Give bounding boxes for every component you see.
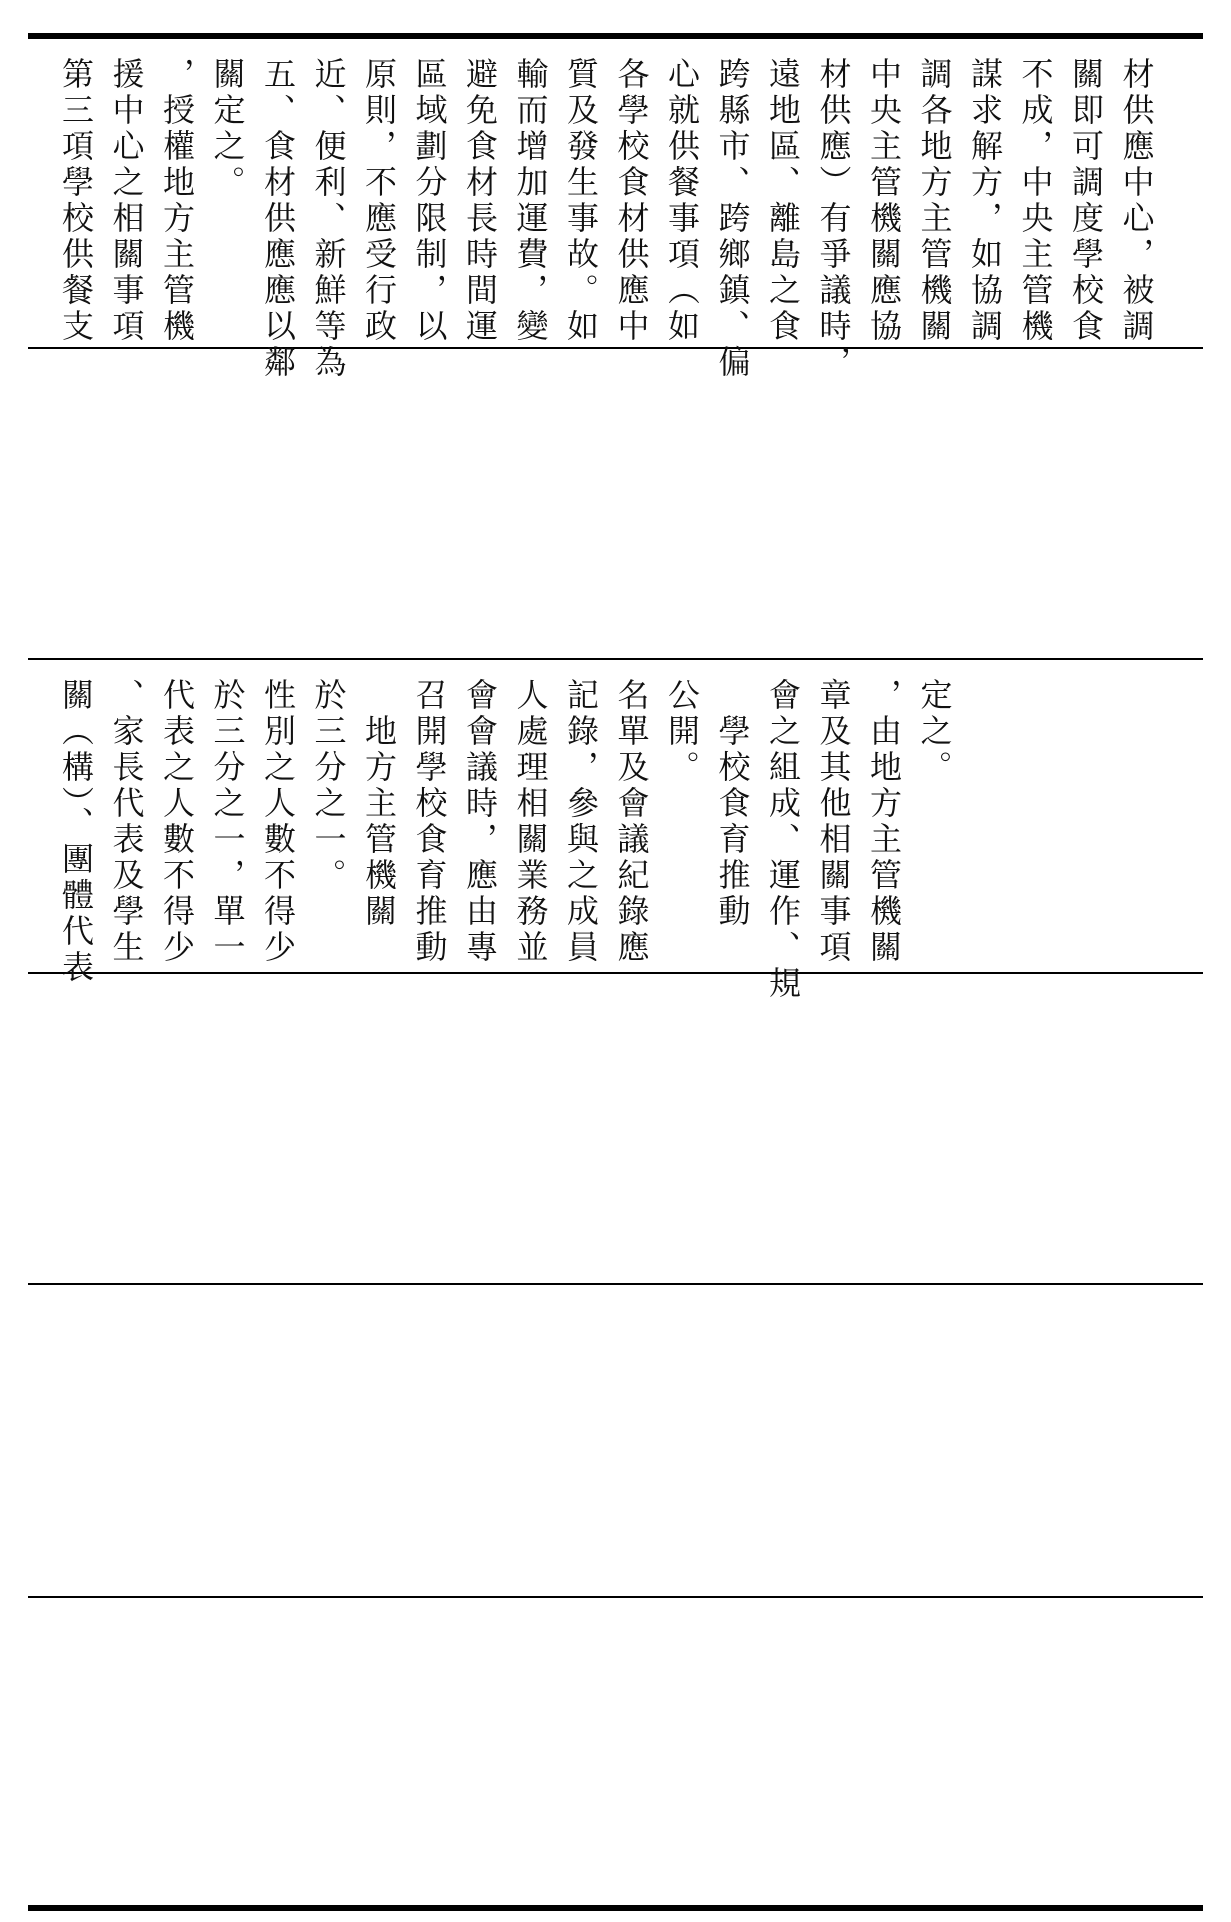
text-column: 於三分之一。 bbox=[309, 678, 348, 894]
text-cell-a bbox=[28, 39, 1203, 381]
text-column: 援中心之相關事項 bbox=[107, 57, 146, 345]
text-column: 不成，中央主管機 bbox=[1016, 57, 1055, 345]
text-column: 地方主管機關 bbox=[360, 678, 398, 930]
text-column: 遠地區、離島之食 bbox=[764, 57, 802, 345]
text-column: 會會議時，應由專 bbox=[461, 678, 499, 966]
text-column: 材供應）有爭議時， bbox=[814, 57, 853, 381]
text-column: 名單及會議紀錄應 bbox=[612, 678, 651, 966]
empty-cell-b bbox=[28, 349, 1203, 658]
text-column: 各學校食材供應中 bbox=[612, 57, 651, 345]
text-column: 關即可調度學校食 bbox=[1067, 57, 1105, 345]
text-column: 五、食材供應應以鄰 bbox=[259, 57, 297, 381]
text-column: 原則，不應受行政 bbox=[360, 57, 398, 345]
text-column: 中央主管機關應協 bbox=[865, 57, 903, 345]
text-column: 召開學校食育推動 bbox=[410, 678, 449, 966]
text-column: 會之組成、運作、規 bbox=[764, 678, 802, 1002]
text-column: 人處理相關業務並 bbox=[511, 678, 550, 966]
text-column: 章及其他相關事項 bbox=[814, 678, 853, 966]
text-column: 區域劃分限制，以 bbox=[410, 57, 449, 345]
empty-cell-d bbox=[28, 974, 1203, 1283]
text-column: 公開。 bbox=[663, 678, 701, 786]
text-column: ，由地方主管機關 bbox=[865, 678, 903, 966]
text-column: 材供應中心，被調 bbox=[1117, 57, 1156, 345]
text-column: 第三項學校供餐支 bbox=[57, 57, 95, 345]
text-column: ，授權地方主管機 bbox=[158, 57, 196, 345]
text-column: 關定之。 bbox=[208, 57, 247, 201]
text-column: 心就供餐事項（如 bbox=[663, 57, 701, 345]
text-column: 跨縣市、跨鄉鎮、偏 bbox=[713, 57, 752, 381]
text-column: 代表之人數不得少 bbox=[158, 678, 196, 966]
text-column: 調各地方主管機關 bbox=[915, 57, 954, 345]
text-column: 避免食材長時間運 bbox=[461, 57, 499, 345]
text-column: 、家長代表及學生 bbox=[107, 678, 146, 966]
empty-cell-f bbox=[28, 1598, 1203, 1905]
empty-cell-e bbox=[28, 1285, 1203, 1596]
text-column: 於三分之一，單一 bbox=[208, 678, 247, 966]
text-column: 質及發生事故。如 bbox=[562, 57, 600, 345]
bottom-rule bbox=[28, 1905, 1203, 1911]
text-column: 定之。 bbox=[915, 678, 954, 786]
text-column: 近、便利、新鮮等為 bbox=[309, 57, 348, 381]
text-column: 謀求解方，如協調 bbox=[966, 57, 1004, 345]
text-cell-c bbox=[28, 660, 1203, 1002]
text-column: 輸而增加運費，變 bbox=[511, 57, 550, 345]
text-column: 性別之人數不得少 bbox=[259, 678, 297, 966]
text-column: 學校食育推動 bbox=[713, 678, 752, 930]
text-column: 記錄，參與之成員 bbox=[562, 678, 600, 966]
text-column: 關（構）、團體代表 bbox=[57, 678, 95, 986]
